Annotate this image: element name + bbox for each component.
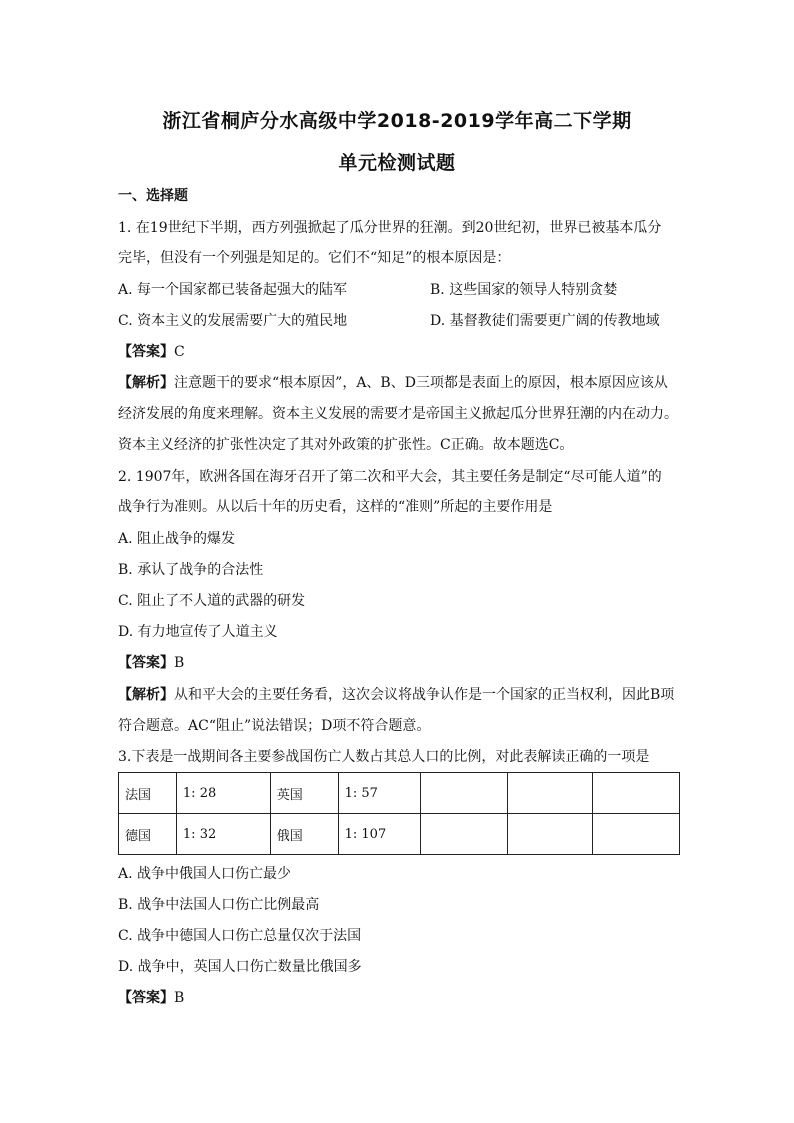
answer-value: C: [174, 344, 185, 360]
q1-analysis-line1: [118, 373, 668, 393]
table-cell: [593, 814, 680, 855]
table-row: [119, 814, 680, 855]
q2-analysis-line2: 符合题意。AC“阻止”说法错误；D项不符合题意。: [118, 718, 431, 734]
q3-option-a: A. 战争中俄国人口伤亡最少: [118, 866, 292, 882]
analysis-text: 注意题干的要求“根本原因”，A、B、D三项都是表面上的原因，根本原因应该从: [174, 375, 668, 391]
q3-option-d: D. 战争中，英国人口伤亡数量比俄国多: [118, 959, 362, 975]
table-cell: 1: 32: [176, 814, 270, 855]
q2-stem-line2: 战争行为准则。从以后十年的历史看，这样的“准则”所起的主要作用是: [118, 499, 553, 515]
q1-answer: [118, 342, 185, 362]
q1-option-c: C. 资本主义的发展需要广大的殖民地: [118, 313, 348, 329]
document-title-line1: 浙江省桐庐分水高级中学2018-2019学年高二下学期: [162, 110, 632, 132]
q2-answer: [118, 653, 184, 673]
analysis-text: 从和平大会的主要任务看，这次会议将战争认作是一个国家的正当权利，因此B项: [174, 687, 675, 703]
q1-option-b: B. 这些国家的领导人特别贪婪: [430, 282, 618, 298]
q2-option-d: D. 有力地宣传了人道主义: [118, 624, 278, 640]
table-cell: 英国: [270, 773, 338, 814]
casualty-ratio-table: [118, 772, 680, 855]
q1-stem-line2: 完毕，但没有一个列强是知足的。它们不“知足”的根本原因是：: [118, 250, 511, 266]
table-cell: [420, 773, 508, 814]
table-cell: 法国: [119, 773, 177, 814]
table-cell: [420, 814, 508, 855]
answer-tag: 【答案】: [118, 655, 174, 671]
table-cell: 俄国: [270, 814, 338, 855]
q3-stem-line1: 3.下表是一战期间各主要参战国伤亡人数占其总人口的比例，对此表解读正确的一项是: [118, 749, 650, 765]
answer-value: B: [174, 990, 185, 1006]
table-cell: [508, 773, 593, 814]
table-row: [119, 773, 680, 814]
q1-stem-line1: 1. 在19世纪下半期，西方列强掀起了瓜分世界的狂潮。到20世纪初，世界已被基本瓜分: [118, 220, 662, 236]
answer-tag: 【答案】: [118, 990, 174, 1006]
q1-analysis-line2: 经济发展的角度来理解。资本主义发展的需要才是帝国主义掀起瓜分世界狂潮的内在动力。: [118, 406, 678, 422]
table-cell: 1: 57: [338, 773, 420, 814]
table-cell: 德国: [119, 814, 177, 855]
table-cell: 1: 107: [338, 814, 420, 855]
q2-option-a: A. 阻止战争的爆发: [118, 531, 236, 547]
q2-stem-line1: 2. 1907年，欧洲各国在海牙召开了第二次和平大会，其主要任务是制定“尽可能人道”的: [118, 469, 662, 485]
answer-tag: 【答案】: [118, 344, 174, 360]
q3-option-b: B. 战争中法国人口伤亡比例最高: [118, 897, 320, 913]
table-cell: [593, 773, 680, 814]
q1-analysis-line3: 资本主义经济的扩张性决定了其对外政策的扩张性。C正确。故本题选C。: [118, 437, 574, 453]
q1-option-d: D. 基督教徒们需要更广阔的传教地域: [430, 313, 660, 329]
q1-option-a: A. 每一个国家都已装备起强大的陆军: [118, 282, 348, 298]
analysis-tag: 【解析】: [118, 375, 174, 391]
answer-value: B: [174, 655, 185, 671]
analysis-tag: 【解析】: [118, 687, 174, 703]
table-cell: 1: 28: [176, 773, 270, 814]
document-title-line2: 单元检测试题: [338, 152, 456, 174]
q2-option-b: B. 承认了战争的合法性: [118, 562, 264, 578]
q2-analysis-line1: [118, 685, 674, 705]
q2-option-c: C. 阻止了不人道的武器的研发: [118, 593, 306, 609]
q3-option-c: C. 战争中德国人口伤亡总量仅次于法国: [118, 928, 362, 944]
section-heading: 一、选择题: [118, 188, 188, 204]
table-cell: [508, 814, 593, 855]
q3-answer: [118, 988, 184, 1008]
